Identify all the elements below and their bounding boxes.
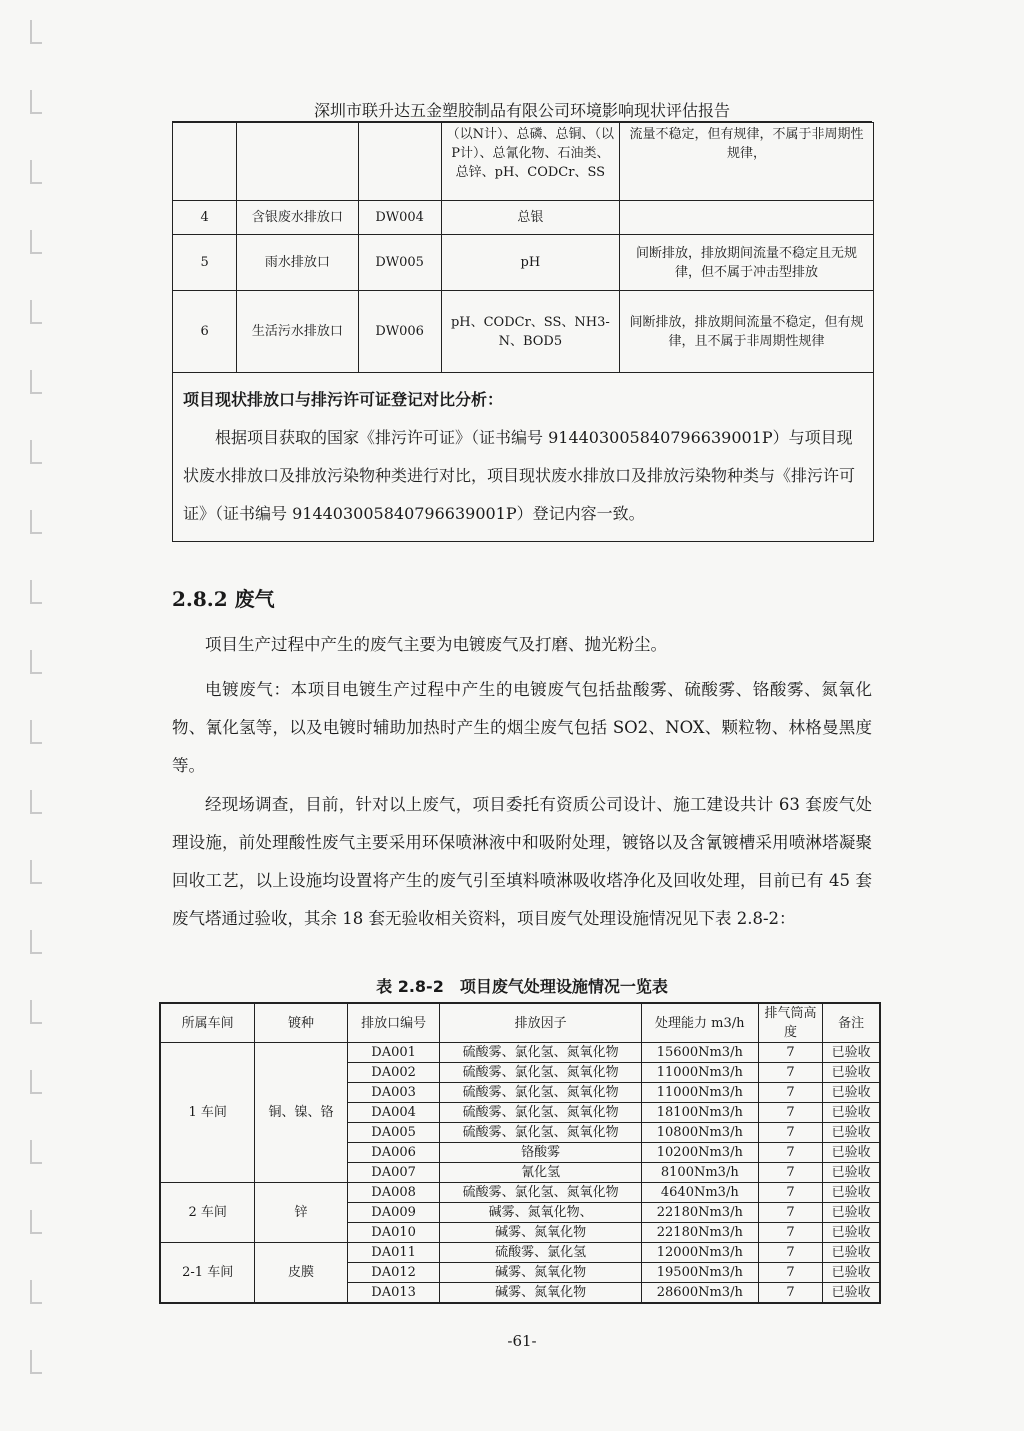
cell-outlet-code: DA001 (347, 1043, 440, 1063)
cell-capacity: 4640Nm3/h (641, 1183, 758, 1203)
cell-name: 含银废水排放口 (237, 201, 358, 235)
cell-workshop: 1 车间 (160, 1043, 255, 1183)
cell-rule (619, 201, 873, 235)
cell-name: 雨水排放口 (237, 235, 358, 291)
cell-code: DW006 (358, 291, 441, 373)
table-row (160, 1243, 880, 1263)
cell-note: 已验收 (823, 1183, 880, 1203)
gas-table-body (160, 1043, 880, 1304)
analysis-row (173, 373, 874, 542)
cell-outlet-code: DA007 (347, 1163, 440, 1183)
cell-height: 7 (758, 1203, 823, 1223)
cell-pollutants: pH、CODCr、SS、NH3-N、BOD5 (441, 291, 619, 373)
cell-rule: 流量不稳定，但有规律，不属于非周期性规律， (619, 123, 873, 201)
paragraph: 项目生产过程中产生的废气主要为电镀废气及打磨、抛光粉尘。 (205, 635, 667, 654)
cell-height: 7 (758, 1223, 823, 1243)
cell-note: 已验收 (823, 1283, 880, 1304)
col-header: 排气筒高度 (758, 1003, 823, 1043)
cell-note: 已验收 (823, 1163, 880, 1183)
cell-pollutants: pH (441, 235, 619, 291)
table-row (173, 123, 874, 201)
cell-note: 已验收 (823, 1043, 880, 1063)
cell-capacity: 8100Nm3/h (641, 1163, 758, 1183)
table-row (173, 201, 874, 235)
col-header: 镀种 (255, 1003, 347, 1043)
cell-outlet-code: DA006 (347, 1143, 440, 1163)
cell-outlet-code: DA002 (347, 1063, 440, 1083)
cell-no: 5 (173, 235, 237, 291)
cell-factors: 碱雾、氮氧化物 (440, 1283, 641, 1304)
gas-treatment-table (159, 1002, 881, 1304)
cell-workshop: 2-1 车间 (160, 1243, 255, 1304)
section-title: 2.8.2 废气 (172, 587, 275, 611)
cell-capacity: 22180Nm3/h (641, 1203, 758, 1223)
cell-height: 7 (758, 1123, 823, 1143)
col-header: 所属车间 (160, 1003, 255, 1043)
cell-outlet-code: DA012 (347, 1263, 440, 1283)
cell-outlet-code: DA013 (347, 1283, 440, 1304)
cell-height: 7 (758, 1143, 823, 1163)
cell-factors: 碱雾、氮氧化物 (440, 1223, 641, 1243)
cell-workshop: 2 车间 (160, 1183, 255, 1243)
cell-height: 7 (758, 1283, 823, 1304)
cell-plating: 皮膜 (255, 1243, 347, 1304)
cell-code: DW004 (358, 201, 441, 235)
table-row (160, 1043, 880, 1063)
col-header: 备注 (823, 1003, 880, 1043)
cell-rule: 间断排放，排放期间流量不稳定且无规律，但不属于冲击型排放 (619, 235, 873, 291)
cell-name: 生活污水排放口 (237, 291, 358, 373)
page-header: 深圳市联升达五金塑胶制品有限公司环境影响现状评估报告 (313, 101, 730, 120)
cell-outlet-code: DA005 (347, 1123, 440, 1143)
cell-outlet-code: DA003 (347, 1083, 440, 1103)
cell-outlet-code: DA008 (347, 1183, 440, 1203)
cell-no (173, 123, 237, 201)
cell-no: 6 (173, 291, 237, 373)
cell-capacity: 11000Nm3/h (641, 1063, 758, 1083)
cell-note: 已验收 (823, 1103, 880, 1123)
cell-factors: 硫酸雾、氯化氢、氮氧化物 (440, 1043, 641, 1063)
cell-factors: 硫酸雾、氯化氢、氮氧化物 (440, 1103, 641, 1123)
cell-name (237, 123, 358, 201)
cell-no: 4 (173, 201, 237, 235)
cell-factors: 硫酸雾、氯化氢、氮氧化物 (440, 1123, 641, 1143)
cell-plating: 锌 (255, 1183, 347, 1243)
cell-pollutants: （以N计）、总磷、总铜、（以P计）、总氰化物、石油类、总锌、pH、CODCr、SS (441, 123, 619, 201)
binding-holes (30, 0, 44, 1431)
cell-factors: 碱雾、氮氧化物、 (440, 1203, 641, 1223)
cell-factors: 硫酸雾、氯化氢、氮氧化物 (440, 1083, 641, 1103)
table-row (160, 1183, 880, 1203)
cell-height: 7 (758, 1263, 823, 1283)
table-caption: 表 2.8-2 项目废气处理设施情况一览表 (376, 977, 668, 996)
cell-capacity: 19500Nm3/h (641, 1263, 758, 1283)
cell-note: 已验收 (823, 1123, 880, 1143)
cell-height: 7 (758, 1163, 823, 1183)
cell-height: 7 (758, 1063, 823, 1083)
cell-outlet-code: DA011 (347, 1243, 440, 1263)
outlet-table (172, 122, 874, 542)
cell-height: 7 (758, 1183, 823, 1203)
cell-note: 已验收 (823, 1083, 880, 1103)
cell-note: 已验收 (823, 1263, 880, 1283)
cell-height: 7 (758, 1043, 823, 1063)
cell-note: 已验收 (823, 1223, 880, 1243)
cell-factors: 硫酸雾、氯化氢、氮氧化物 (440, 1063, 641, 1083)
cell-capacity: 22180Nm3/h (641, 1223, 758, 1243)
cell-capacity: 28600Nm3/h (641, 1283, 758, 1304)
cell-note: 已验收 (823, 1063, 880, 1083)
cell-outlet-code: DA009 (347, 1203, 440, 1223)
cell-height: 7 (758, 1103, 823, 1123)
table-row (173, 291, 874, 373)
analysis-cell (173, 373, 874, 542)
cell-factors: 氰化氢 (440, 1163, 641, 1183)
cell-plating: 铜、镍、铬 (255, 1043, 347, 1183)
cell-code: DW005 (358, 235, 441, 291)
cell-pollutants: 总银 (441, 201, 619, 235)
cell-rule: 间断排放，排放期间流量不稳定，但有规律，且不属于非周期性规律 (619, 291, 873, 373)
cell-note: 已验收 (823, 1143, 880, 1163)
analysis-text: 根据项目获取的国家《排污许可证》（证书编号 91440300584079663900​1P）与项目现状废水排放口及排放污染物种类进行对比，项目现状废水排放口及排放污染物种类与《排污许可证》（证书编号 914403005840796639001P）登记内容一致。 (183, 428, 856, 523)
table-header-row (160, 1003, 880, 1043)
cell-code (358, 123, 441, 201)
cell-note: 已验收 (823, 1243, 880, 1263)
cell-outlet-code: DA010 (347, 1223, 440, 1243)
cell-factors: 铬酸雾 (440, 1143, 641, 1163)
cell-capacity: 18100Nm3/h (641, 1103, 758, 1123)
col-header: 处理能力 m3/h (641, 1003, 758, 1043)
cell-height: 7 (758, 1083, 823, 1103)
cell-note: 已验收 (823, 1203, 880, 1223)
cell-capacity: 11000Nm3/h (641, 1083, 758, 1103)
page-number: -61- (507, 1332, 537, 1350)
col-header: 排放口编号 (347, 1003, 440, 1043)
cell-outlet-code: DA004 (347, 1103, 440, 1123)
analysis-heading: 项目现状排放口与排污许可证登记对比分析： (183, 390, 504, 409)
cell-capacity: 10200Nm3/h (641, 1143, 758, 1163)
cell-factors: 碱雾、氮氧化物 (440, 1263, 641, 1283)
paragraph: 经现场调查，目前，针对以上废气，项目委托有资质公司设计、施工建设共计 63 套废气处理设施，前处理酸性废气主要采用环保喷淋液中和吸附处理，镀铬以及含氰镀槽采用喷淋塔凝聚回收工艺，以上设施均设置将产生的废气引至填料喷淋吸收塔净化及回收处理，目前已有 45 套废气塔通过验收，其余 18 套无验收相关资料，项目废气处理设施情况见下表 2.8-2： (172, 795, 872, 928)
cell-capacity: 10800Nm3/h (641, 1123, 758, 1143)
paragraph: 电镀废气：本项目电镀生产过程中产生的电镀废气包括盐酸雾、硫酸雾、铬酸雾、氮氧化物、氰化氢等，以及电镀时辅助加热时产生的烟尘废气包括 SO2、NOX、颗粒物、林格曼黑度等。 (172, 680, 872, 775)
cell-height: 7 (758, 1243, 823, 1263)
cell-factors: 硫酸雾、氯化氢、氮氧化物 (440, 1183, 641, 1203)
table-row (173, 235, 874, 291)
cell-factors: 硫酸雾、氯化氢 (440, 1243, 641, 1263)
cell-capacity: 12000Nm3/h (641, 1243, 758, 1263)
cell-capacity: 15600Nm3/h (641, 1043, 758, 1063)
col-header: 排放因子 (440, 1003, 641, 1043)
